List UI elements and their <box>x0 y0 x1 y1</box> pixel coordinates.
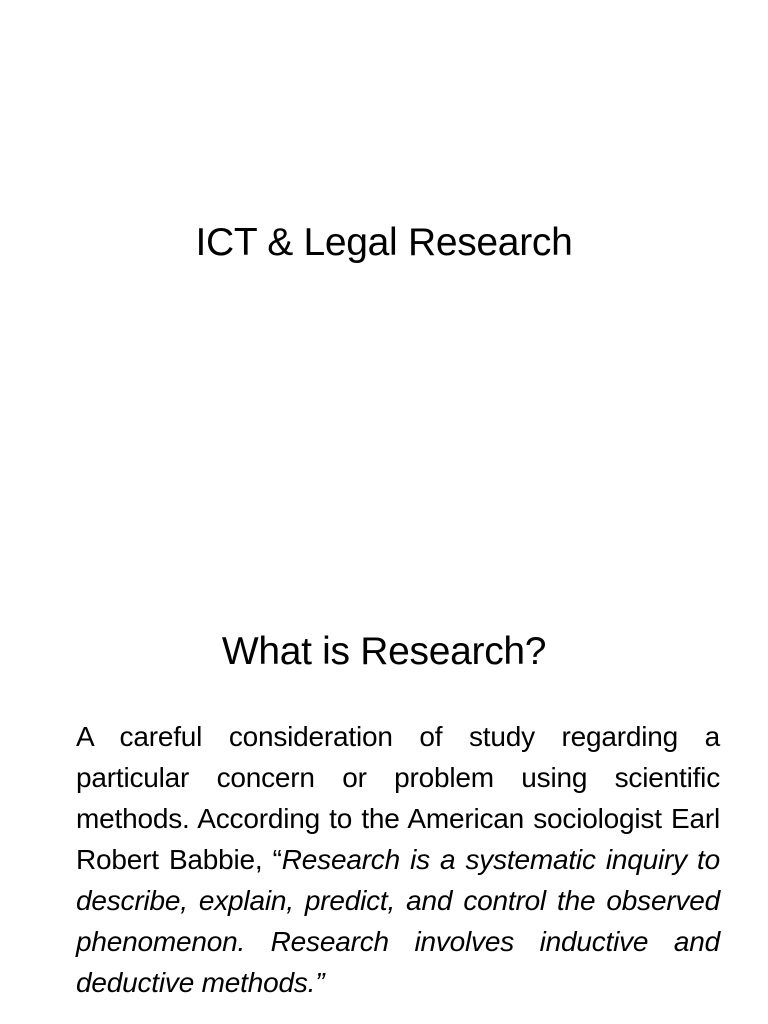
slide-heading: What is Research? <box>221 630 547 673</box>
body-quote-text: Research is a systematic inquiry to describe, explain, predict, and control the observed phenomenon. Research involves inductive and deductive methods.” <box>76 844 720 998</box>
slide-what-is-research <box>0 576 768 1024</box>
slide-body-paragraph <box>76 716 720 1003</box>
body-plain-text: A careful consideration of study regarding a particular concern or problem using scientific methods. According to the American sociologist Earl Robert Babbie, “ <box>76 721 720 875</box>
slide-title: ICT & Legal Research <box>195 221 573 264</box>
